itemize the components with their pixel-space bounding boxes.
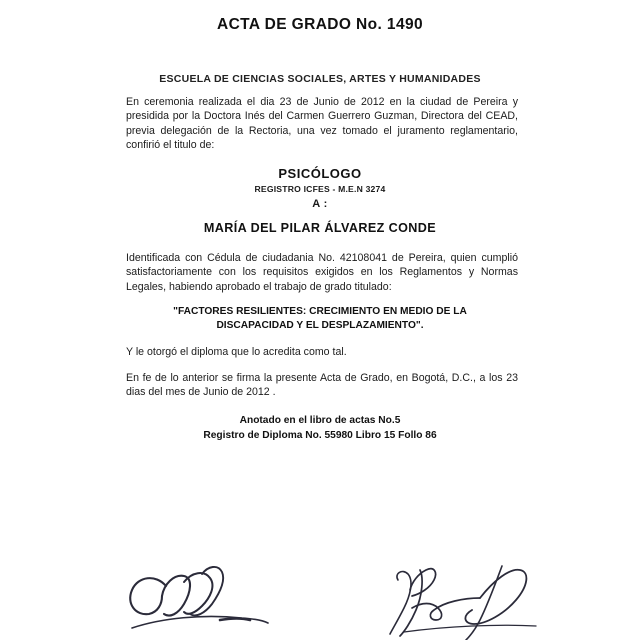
signature-left-ink — [92, 552, 322, 640]
signature-left — [92, 552, 322, 640]
thesis-title-line-2: DISCAPACIDAD Y EL DESPLAZAMIENTO". — [216, 320, 424, 331]
degree-block — [0, 166, 640, 194]
registry-record-block — [0, 414, 640, 443]
signing-paragraph: En fe de lo anterior se firma la presente Acta de Grado, en Bogotá, D.C., a los 23 dias del mes de Junio de 2012 . — [126, 372, 518, 399]
signature-right-ink — [368, 552, 598, 640]
thesis-title-line-1: "FACTORES RESILIENTES: CRECIMIENTO EN MEDIO DE LA — [173, 306, 467, 317]
signature-area — [0, 552, 640, 640]
identification-paragraph-block — [126, 251, 518, 294]
registry-book-line: Anotado en el libro de actas No.5 — [239, 415, 401, 426]
degree-registry: REGISTRO ICFES - M.E.N 3274 — [254, 184, 386, 194]
recipient-name: MARÍA DEL PILAR ÁLVAREZ CONDE — [203, 221, 437, 235]
faculty-subtitle: ESCUELA DE CIENCIAS SOCIALES, ARTES Y HUMANIDADES — [159, 73, 481, 85]
recipient-label: A : — [312, 198, 328, 210]
ceremony-paragraph-block — [126, 95, 518, 153]
diploma-note-paragraph: Y le otorgó el diploma que lo acredita como tal. — [126, 346, 347, 358]
registry-diploma-line: Registro de Diploma No. 55980 Libro 15 Follo 86 — [203, 429, 437, 441]
signing-paragraph-block — [126, 371, 518, 400]
page-title: ACTA DE GRADO No. 1490 — [216, 16, 424, 33]
ceremony-paragraph: En ceremonia realizada el dia 23 de Junio de 2012 en la ciudad de Pereira y presidida por la Doctora Inés del Carmen Guerrero Guzman, Directora del CEAD, previa delegación de la Rectoria, una vez tomado el juramento reglamentario, confirió el titulo de: — [126, 96, 518, 152]
degree-name: PSICÓLOGO — [278, 166, 362, 181]
diploma-note-block — [126, 345, 518, 359]
thesis-title-block — [0, 305, 640, 333]
signature-right — [368, 552, 598, 640]
recipient-block — [0, 198, 640, 235]
identification-paragraph: Identificada con Cédula de ciudadania No. 42108041 de Pereira, quien cumplió satisfactoriamente con los requisitos exigidos en los Reglamentos y Normas Legales, habiendo aprobado el trabajo de grado titulado: — [126, 252, 518, 293]
